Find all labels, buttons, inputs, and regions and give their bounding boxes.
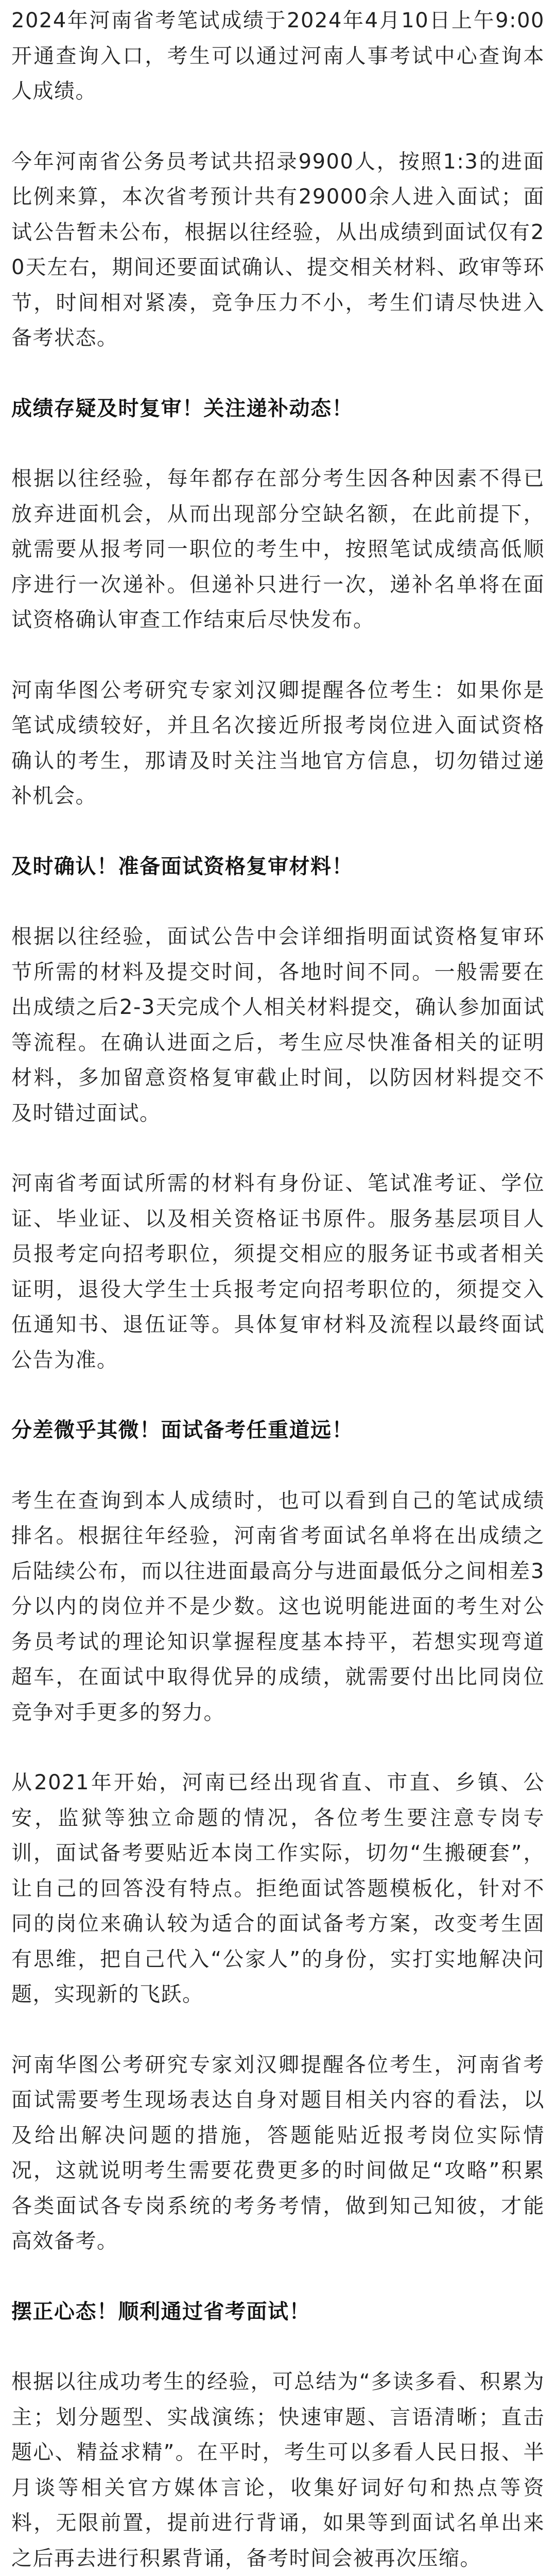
body-paragraph: 从2021年开始，河南已经出现省直、市直、乡镇、公安，监狱等独立命题的情况，各位考生要注意专岗专训，面试备考要贴近本岗工作实际，切勿“生搬硬套”，让自己的回答没有特点。拒绝面试答题模板化，针对不同的岗位来确认较为适合的面试备考方案，改变考生固有思维，把自己代入“公家人”的身份，实打实地解决问题，实现新的飞跃。 (11, 1771, 545, 2006)
intro-paragraph: 2024年河南省考笔试成绩于2024年4月10日上午9:00开通查询入口，考生可以通过河南人事考试中心查询本人成绩。 (11, 9, 545, 103)
section-heading: 分差微乎其微！面试备考任重道远！ (11, 1418, 353, 1442)
body-paragraph: 根据以往成功考生的经验，可总结为“多读多看、积累为主；划分题型、实战演练；快速审题、言语清晰；直击题心、精益求精”。在平时，考生可以多看人民日报、半月谈等相关官方媒体言论，收集好词好句和热点等资料，无限前置，提前进行背诵，如果等到面试名单出来之后再去进行积累背诵，备考时间会被再次压缩。 (11, 2370, 545, 2570)
section-heading: 及时确认！准备面试资格复审材料！ (11, 854, 353, 878)
body-paragraph: 河南华图公考研究专家刘汉卿提醒各位考生：如果你是笔试成绩较好，并且名次接近所报考岗位进入面试资格确认的考生，那请及时关注当地官方信息，切勿错过递补机会。 (11, 678, 545, 808)
body-paragraph: 河南省考面试所需的材料有身份证、笔试准考证、学位证、毕业证、以及相关资格证书原件。服务基层项目人员报考定向招考职位，须提交相应的服务证书或者相关证明，退役大学生士兵报考定向招考职位的，须提交入伍通知书、退伍证等。具体复审材料及流程以最终面试公告为准。 (11, 1172, 545, 1372)
body-paragraph: 河南华图公考研究专家刘汉卿提醒各位考生，河南省考面试需要考生现场表达自身对题目相关内容的看法，以及给出解决问题的措施，答题能贴近报考岗位实际情况，这就说明考生需要花费更多的时间做足“攻略”积累各类面试各专岗系统的考务考情，做到知己知彼，才能高效备考。 (11, 2053, 545, 2253)
section-heading: 摆正心态！顺利通过省考面试！ (11, 2299, 310, 2324)
body-paragraph: 根据以往经验，面试公告中会详细指明面试资格复审环节所需的材料及提交时间，各地时间不同。一般需要在出成绩之后2-3天完成个人相关材料提交，确认参加面试等流程。在确认进面之后，考生应尽快准备相关的证明材料，多加留意资格复审截止时间，以防因材料提交不及时错过面试。 (11, 925, 545, 1125)
intro-paragraph: 今年河南省公务员考试共招录9900人，按照1:3的进面比例来算，本次省考预计共有29000余人进入面试；面试公告暂未公布，根据以往经验，从出成绩到面试仅有20天左右，期间还要面试确认、提交相关材料、政审等环节，时间相对紧凑，竞争压力不小，考生们请尽快进入备考状态。 (11, 149, 545, 350)
body-paragraph: 考生在查询到本人成绩时，也可以看到自己的笔试成绩排名。根据往年经验，河南省考面试名单将在出成绩之后陆续公布，而以往进面最高分与进面最低分之间相差3分以内的岗位并不是少数。这也说明能进面的考生对公务员考试的理论知识掌握程度基本持平，若想实现弯道超车，在面试中取得优异的成绩，就需要付出比同岗位竞争对手更多的努力。 (11, 1488, 545, 1724)
body-paragraph: 根据以往经验，每年都存在部分考生因各种因素不得已放弃进面机会，从而出现部分空缺名额，在此前提下，就需要从报考同一职位的考生中，按照笔试成绩高低顺序进行一次递补。但递补只进行一次，递补名单将在面试资格确认审查工作结束后尽快发布。 (11, 467, 545, 632)
section-heading: 成绩存疑及时复审！关注递补动态！ (11, 396, 353, 420)
